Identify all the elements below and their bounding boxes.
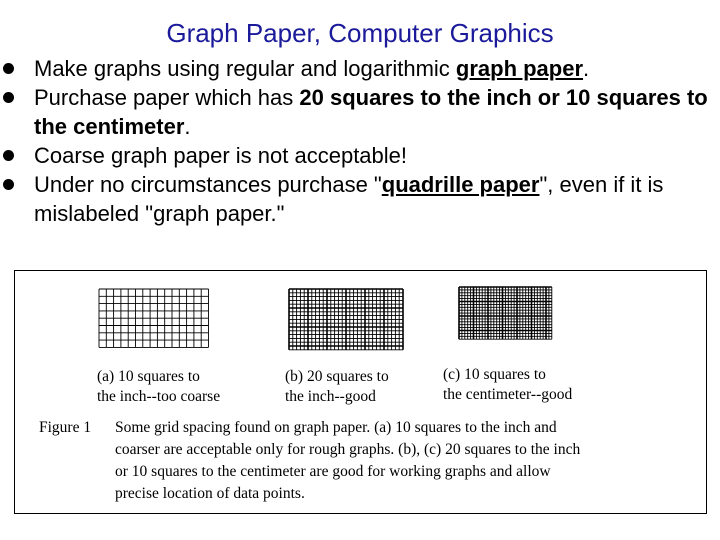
label-c — [443, 365, 572, 405]
quadrille-paper-link[interactable]: quadrille paper — [381, 172, 540, 197]
label-a — [97, 367, 220, 407]
bullet-2-bold-text: 20 squares to the inch or 10 squares to the centimeter — [34, 85, 708, 139]
bullet-item-2 — [0, 83, 720, 141]
bullet-3-text: Coarse graph paper is not acceptable! — [34, 143, 408, 168]
caption-label: Figure 1 — [39, 419, 92, 436]
label-b-line-1: (b) 20 squares to — [285, 368, 389, 385]
bullet-2-end: . — [184, 114, 191, 139]
bullet-list — [0, 54, 720, 228]
caption-line: Some grid spacing found on graph paper. (a) 10 squares to the inch and — [115, 419, 557, 436]
bullet-dot — [3, 150, 14, 161]
bullet-item-1 — [0, 54, 720, 83]
bullet-dot — [3, 92, 14, 103]
caption-line: coarser are acceptable only for rough graphs. (b), (c) 20 squares to the inch — [115, 441, 581, 458]
label-c-line-2: the centimeter--good — [443, 386, 573, 403]
bullet-1-end: . — [583, 56, 590, 81]
figure-panel — [14, 270, 707, 514]
bullet-dot — [3, 179, 14, 190]
label-b-line-2: the inch--good — [285, 388, 376, 405]
label-a-line-1: (a) 10 squares to — [97, 368, 200, 385]
bullet-1-text: Make graphs using regular and logarithmic — [34, 56, 456, 81]
label-c-line-1: (c) 10 squares to — [443, 366, 546, 383]
caption-line: precise location of data points. — [115, 485, 305, 502]
bullet-4-text: Under no circumstances purchase " — [34, 172, 382, 197]
bullet-2-text: Purchase paper which has — [34, 85, 300, 110]
slide-title: Graph Paper, Computer Graphics — [166, 18, 554, 48]
label-a-line-2: the inch--too coarse — [97, 388, 221, 405]
grid-20-per-inch — [289, 289, 403, 350]
bullet-item-4 — [0, 170, 720, 228]
caption-text — [115, 417, 705, 505]
caption-line: or 10 squares to the centimeter are good for working graphs and allow — [115, 463, 551, 480]
bullet-dot — [3, 63, 14, 74]
label-b — [285, 367, 389, 407]
grid-coarse-10-per-inch — [99, 289, 209, 347]
grid-10-per-cm — [459, 287, 552, 339]
bullet-4-end: ", even if it is mislabeled "graph paper." — [34, 172, 664, 226]
graph-paper-link[interactable]: graph paper — [455, 56, 584, 81]
bullet-item-3 — [0, 141, 720, 170]
